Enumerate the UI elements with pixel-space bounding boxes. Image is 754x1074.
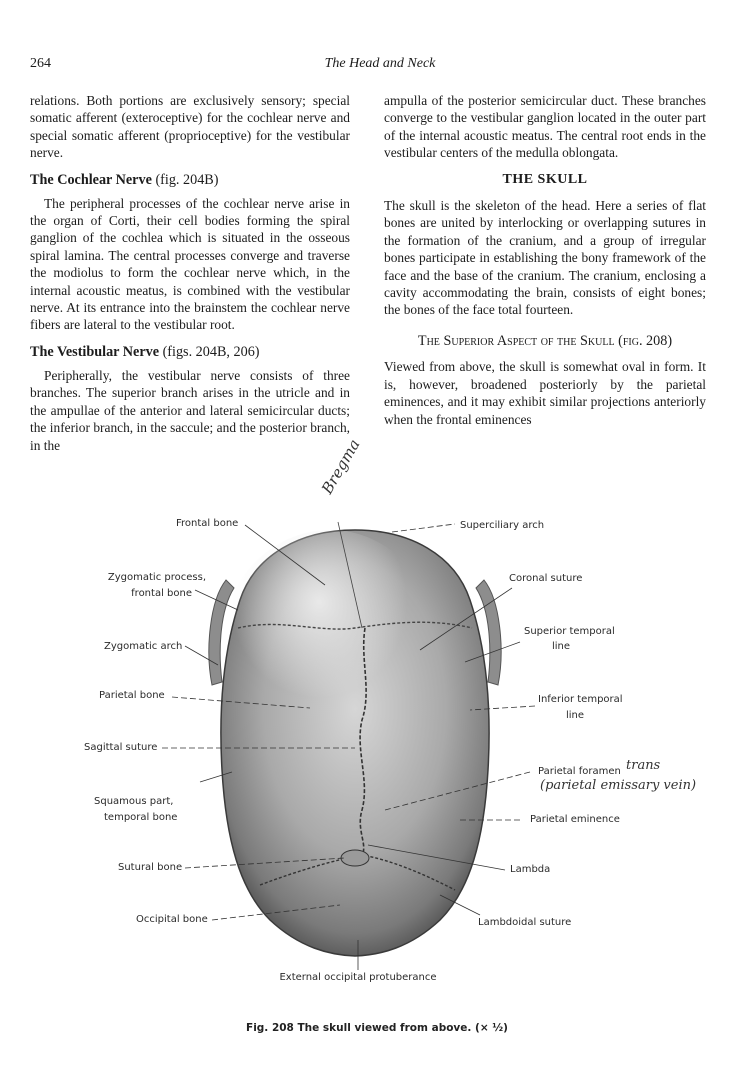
- label-parietal-eminence: Parietal eminence: [530, 814, 620, 825]
- label-superciliary-arch: Superciliary arch: [460, 520, 545, 531]
- label-squamous-1: Squamous part,: [94, 796, 174, 807]
- cochlear-nerve-heading: [30, 171, 350, 189]
- cochlear-heading-text: The Cochlear Nerve: [30, 171, 152, 188]
- label-inferior-temporal-2: line: [566, 710, 585, 721]
- running-title: The Head and Neck: [324, 56, 436, 71]
- label-sutural-bone: Sutural bone: [118, 862, 183, 873]
- vestibular-heading-ref: (figs. 204B, 206): [162, 343, 260, 360]
- right-column: [384, 92, 706, 428]
- label-lambda: Lambda: [510, 864, 551, 875]
- superior-heading-text: The Superior Aspect of the Skull: [417, 332, 615, 349]
- page-header: [30, 56, 730, 76]
- leader-superciliary: [392, 524, 455, 532]
- page-number: 264: [30, 56, 51, 71]
- sutural-bone-shape: [341, 850, 369, 866]
- superior-aspect-heading: [384, 333, 706, 350]
- label-superior-temporal-1: Superior temporal: [524, 626, 615, 637]
- superior-heading-ref: (fig. 208): [618, 332, 673, 349]
- label-sagittal-suture: Sagittal suture: [84, 742, 158, 753]
- label-external-occipital: External occipital protuberance: [279, 972, 437, 983]
- right-paragraph-3: Viewed from above, the skull is somewhat oval in form. It is, however, broadened posteriorly by the parietal eminences, and it may exhibit similar projections anteriorly when the frontal eminences: [384, 359, 706, 427]
- right-paragraph-1: ampulla of the posterior semicircular duct. These branches converge to the vestibular ganglion located in the outer part of the internal acoustic meatus. The central root ends in the vestibular centers of the medulla oblongata.: [384, 93, 706, 161]
- handwriting-trans: trans: [626, 758, 661, 773]
- skull-heading: THE SKULL: [502, 171, 588, 187]
- label-zygomatic-arch: Zygomatic arch: [104, 641, 183, 652]
- label-parietal-foramen: Parietal foramen: [538, 766, 621, 777]
- vestibular-heading-text: The Vestibular Nerve: [30, 343, 160, 360]
- label-squamous-2: temporal bone: [104, 812, 178, 823]
- cochlear-heading-ref: (fig. 204B): [155, 171, 219, 188]
- left-paragraph-3: Peripherally, the vestibular nerve consists of three branches. The superior branch arises in the utricle and in the ampullae of the anterior and lateral semicircular ducts; the inferior branch, in the saccule; and the posterior branch, in the: [30, 367, 350, 453]
- label-inferior-temporal-1: Inferior temporal: [538, 694, 623, 705]
- handwriting-bregma: Bregma: [318, 436, 364, 497]
- label-zygomatic-process-2: frontal bone: [131, 588, 192, 599]
- label-occipital-bone: Occipital bone: [136, 914, 208, 925]
- vestibular-nerve-heading: [30, 343, 350, 361]
- handwriting-emissary: (parietal emissary vein): [540, 778, 697, 793]
- right-paragraph-2: The skull is the skeleton of the head. Here a series of flat bones are united by interlocking or overlapping sutures in the formation of the cranium, and a group of irregular bones participate in establishing the bony framework of the face and the base of the cranium. The cranium, enclosing a cavity accommodating the brain, consists of eight bones; the bones of the face total fourteen.: [384, 198, 706, 318]
- figure-caption: Fig. 208 The skull viewed from above. (× ½): [246, 1022, 508, 1034]
- left-column: [30, 92, 350, 454]
- label-coronal-suture: Coronal suture: [509, 573, 583, 584]
- label-superior-temporal-2: line: [552, 641, 571, 652]
- label-parietal-bone: Parietal bone: [99, 690, 165, 701]
- label-frontal-bone: Frontal bone: [176, 518, 239, 529]
- label-lambdoidal-suture: Lambdoidal suture: [478, 917, 572, 928]
- left-paragraph-1: relations. Both portions are exclusively sensory; special somatic afferent (exteroceptive) for the cochlear nerve and special somatic afferent (proprioceptive) for the vestibular nerve.: [30, 93, 350, 161]
- left-paragraph-2: The peripheral processes of the cochlear nerve arise in the organ of Corti, their cell bodies forming the spiral ganglion of the cochlea which is situated in the osseous spiral lamina. The central processes converge and traverse the modiolus to form the cochlear nerve which, in the internal acoustic meatus, is combined with the vestibular nerve. At its entrance into the brainstem the cochlear nerve fibers are lateral to the vestibular root.: [30, 195, 350, 333]
- label-zygomatic-process-1: Zygomatic process,: [107, 572, 206, 583]
